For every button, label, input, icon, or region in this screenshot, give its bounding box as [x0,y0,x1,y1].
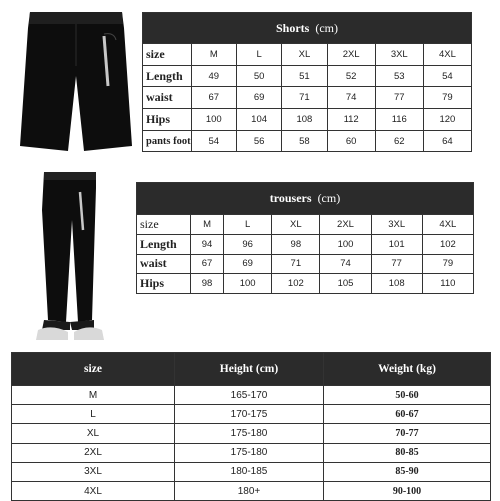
table-row [12,386,491,405]
row-label: waist [137,254,191,274]
cell: 56 [236,130,281,152]
guide-height: 165-170 [175,386,324,405]
guide-size: 3XL [12,462,175,481]
cell: 51 [282,65,327,87]
cell: 98 [191,274,224,294]
cell: 50 [236,65,281,87]
size-col: M [191,215,224,235]
trousers-title: trousers [269,191,312,205]
cell: 112 [327,109,375,131]
guide-size: 4XL [12,481,175,500]
cell: 104 [236,109,281,131]
size-col: 3XL [375,44,423,66]
size-col: L [236,44,281,66]
shorts-table-title [143,13,472,44]
cell: 100 [224,274,272,294]
cell: 53 [375,65,423,87]
cell: 100 [320,234,371,254]
guide-size: L [12,405,175,424]
row-label: Length [143,65,192,87]
cell: 79 [422,254,473,274]
shorts-size-table [142,12,472,152]
guide-weight: 50-60 [324,386,491,405]
trousers-table-title [137,183,474,215]
cell: 49 [191,65,236,87]
cell: 120 [423,109,471,131]
guide-height: 175-180 [175,443,324,462]
guide-weight: 85-90 [324,462,491,481]
size-col: XL [282,44,327,66]
guide-size: 2XL [12,443,175,462]
guide-height: 180-185 [175,462,324,481]
guide-size: M [12,386,175,405]
cell: 77 [375,87,423,109]
cell: 94 [191,234,224,254]
guide-weight: 70-77 [324,424,491,443]
cell: 67 [191,87,236,109]
table-row [143,87,472,109]
cell: 67 [191,254,224,274]
size-col: 2XL [320,215,371,235]
size-header: size [143,44,192,66]
guide-height-header: Height (cm) [175,353,324,386]
row-label: pants foot [143,130,192,152]
size-col: 3XL [371,215,422,235]
cell: 79 [423,87,471,109]
table-row [143,109,472,131]
cell: 60 [327,130,375,152]
table-row [12,481,491,500]
size-guide-table [11,352,491,501]
row-label: Length [137,234,191,254]
guide-height: 170-175 [175,405,324,424]
cell: 105 [320,274,371,294]
shorts-unit: (cm) [315,20,338,35]
cell: 102 [272,274,320,294]
trousers-size-table [136,182,474,294]
size-header: size [137,215,191,235]
size-col: 4XL [423,44,471,66]
size-col: XL [272,215,320,235]
guide-weight-header: Weight (kg) [324,353,491,386]
table-row [143,130,472,152]
cell: 100 [191,109,236,131]
cell: 54 [423,65,471,87]
guide-size: XL [12,424,175,443]
table-row [12,405,491,424]
cell: 98 [272,234,320,254]
cell: 74 [320,254,371,274]
size-col: L [224,215,272,235]
cell: 101 [371,234,422,254]
table-row [12,424,491,443]
cell: 69 [236,87,281,109]
shorts-title: Shorts [276,20,310,35]
table-row [137,254,474,274]
cell: 64 [423,130,471,152]
cell: 110 [422,274,473,294]
table-row [137,274,474,294]
cell: 116 [375,109,423,131]
table-row [143,65,472,87]
row-label: Hips [143,109,192,131]
guide-size-header: size [12,353,175,386]
guide-height: 180+ [175,481,324,500]
guide-weight: 60-67 [324,405,491,424]
cell: 77 [371,254,422,274]
pants-photo [30,170,110,342]
cell: 52 [327,65,375,87]
table-row [12,462,491,481]
cell: 54 [191,130,236,152]
guide-height: 175-180 [175,424,324,443]
cell: 102 [422,234,473,254]
row-label: Hips [137,274,191,294]
table-row [137,234,474,254]
cell: 108 [282,109,327,131]
row-label: waist [143,87,192,109]
guide-weight: 90-100 [324,481,491,500]
cell: 71 [272,254,320,274]
trousers-unit: (cm) [317,191,341,205]
size-col: M [191,44,236,66]
guide-weight: 80-85 [324,443,491,462]
cell: 71 [282,87,327,109]
shorts-photo [18,6,134,156]
size-col: 4XL [422,215,473,235]
table-row [12,443,491,462]
cell: 74 [327,87,375,109]
cell: 108 [371,274,422,294]
cell: 96 [224,234,272,254]
cell: 58 [282,130,327,152]
cell: 69 [224,254,272,274]
size-col: 2XL [327,44,375,66]
cell: 62 [375,130,423,152]
